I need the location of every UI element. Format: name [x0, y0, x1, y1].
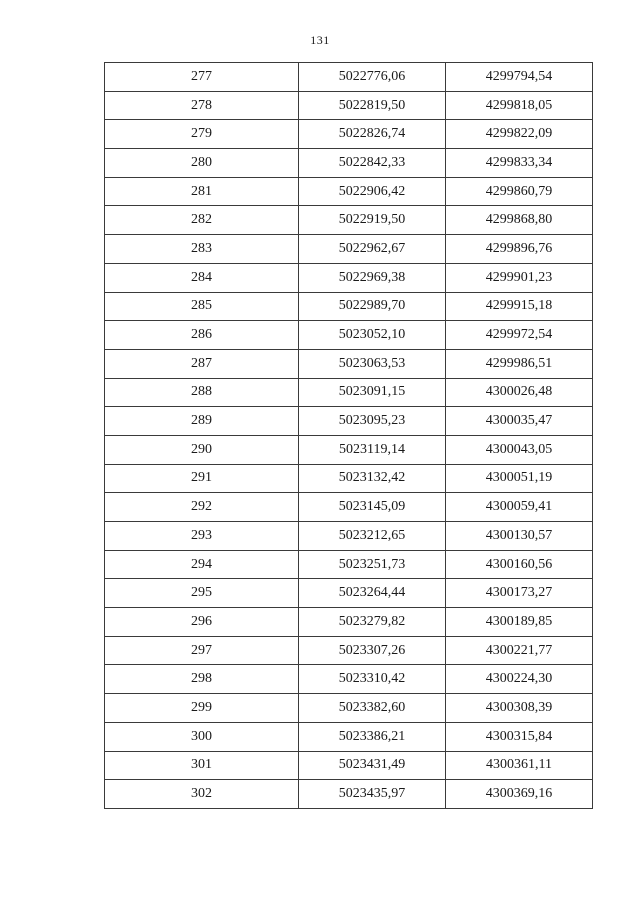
y-coordinate-cell: 4299915,18: [446, 292, 593, 321]
y-coordinate-cell: 4299860,79: [446, 177, 593, 206]
y-coordinate-cell: 4300051,19: [446, 464, 593, 493]
y-coordinate-cell: 4299794,54: [446, 63, 593, 92]
y-coordinate-cell: 4300308,39: [446, 694, 593, 723]
point-number-cell: 279: [105, 120, 299, 149]
x-coordinate-cell: 5023386,21: [299, 722, 446, 751]
table-row: [105, 149, 593, 178]
x-coordinate-cell: 5023382,60: [299, 694, 446, 723]
x-coordinate-cell: 5022826,74: [299, 120, 446, 149]
table-row: [105, 722, 593, 751]
x-coordinate-cell: 5022819,50: [299, 91, 446, 120]
y-coordinate-cell: 4299818,05: [446, 91, 593, 120]
x-coordinate-cell: 5023119,14: [299, 435, 446, 464]
y-coordinate-cell: 4299896,76: [446, 235, 593, 264]
table-row: [105, 206, 593, 235]
x-coordinate-cell: 5023279,82: [299, 608, 446, 637]
y-coordinate-cell: 4299901,23: [446, 263, 593, 292]
point-number-cell: 287: [105, 349, 299, 378]
point-number-cell: 300: [105, 722, 299, 751]
table-row: [105, 550, 593, 579]
y-coordinate-cell: 4300043,05: [446, 435, 593, 464]
point-number-cell: 301: [105, 751, 299, 780]
x-coordinate-cell: 5023307,26: [299, 636, 446, 665]
table-row: [105, 321, 593, 350]
table-row: [105, 522, 593, 551]
table-row: [105, 694, 593, 723]
point-number-cell: 288: [105, 378, 299, 407]
y-coordinate-cell: 4299868,80: [446, 206, 593, 235]
table-row: [105, 780, 593, 809]
y-coordinate-cell: 4300026,48: [446, 378, 593, 407]
table-row: [105, 263, 593, 292]
table-row: [105, 378, 593, 407]
point-number-cell: 277: [105, 63, 299, 92]
y-coordinate-cell: 4300315,84: [446, 722, 593, 751]
table-row: [105, 493, 593, 522]
x-coordinate-cell: 5022919,50: [299, 206, 446, 235]
x-coordinate-cell: 5022989,70: [299, 292, 446, 321]
table-row: [105, 235, 593, 264]
coordinates-table: [104, 62, 593, 809]
point-number-cell: 291: [105, 464, 299, 493]
table-row: [105, 91, 593, 120]
y-coordinate-cell: 4300173,27: [446, 579, 593, 608]
point-number-cell: 285: [105, 292, 299, 321]
table-row: [105, 177, 593, 206]
table-row: [105, 63, 593, 92]
point-number-cell: 278: [105, 91, 299, 120]
point-number-cell: 293: [105, 522, 299, 551]
x-coordinate-cell: 5022842,33: [299, 149, 446, 178]
table-row: [105, 464, 593, 493]
x-coordinate-cell: 5023431,49: [299, 751, 446, 780]
table-row: [105, 751, 593, 780]
table-row: [105, 292, 593, 321]
x-coordinate-cell: 5023264,44: [299, 579, 446, 608]
coordinates-table-body: [105, 63, 593, 809]
point-number-cell: 281: [105, 177, 299, 206]
y-coordinate-cell: 4300035,47: [446, 407, 593, 436]
table-row: [105, 120, 593, 149]
x-coordinate-cell: 5023435,97: [299, 780, 446, 809]
point-number-cell: 298: [105, 665, 299, 694]
y-coordinate-cell: 4299822,09: [446, 120, 593, 149]
table-row: [105, 608, 593, 637]
y-coordinate-cell: 4300189,85: [446, 608, 593, 637]
table-row: [105, 407, 593, 436]
y-coordinate-cell: 4300361,11: [446, 751, 593, 780]
y-coordinate-cell: 4300130,57: [446, 522, 593, 551]
y-coordinate-cell: 4300369,16: [446, 780, 593, 809]
x-coordinate-cell: 5023251,73: [299, 550, 446, 579]
point-number-cell: 302: [105, 780, 299, 809]
table-row: [105, 349, 593, 378]
point-number-cell: 295: [105, 579, 299, 608]
point-number-cell: 284: [105, 263, 299, 292]
table-row: [105, 636, 593, 665]
point-number-cell: 289: [105, 407, 299, 436]
point-number-cell: 290: [105, 435, 299, 464]
y-coordinate-cell: 4300221,77: [446, 636, 593, 665]
y-coordinate-cell: 4300224,30: [446, 665, 593, 694]
point-number-cell: 292: [105, 493, 299, 522]
y-coordinate-cell: 4299972,54: [446, 321, 593, 350]
x-coordinate-cell: 5023091,15: [299, 378, 446, 407]
x-coordinate-cell: 5023145,09: [299, 493, 446, 522]
point-number-cell: 282: [105, 206, 299, 235]
table-row: [105, 665, 593, 694]
x-coordinate-cell: 5022969,38: [299, 263, 446, 292]
point-number-cell: 286: [105, 321, 299, 350]
x-coordinate-cell: 5023052,10: [299, 321, 446, 350]
x-coordinate-cell: 5023212,65: [299, 522, 446, 551]
point-number-cell: 297: [105, 636, 299, 665]
x-coordinate-cell: 5023310,42: [299, 665, 446, 694]
y-coordinate-cell: 4300059,41: [446, 493, 593, 522]
table-row: [105, 579, 593, 608]
page-number: 131: [310, 33, 330, 47]
point-number-cell: 296: [105, 608, 299, 637]
table-row: [105, 435, 593, 464]
y-coordinate-cell: 4299986,51: [446, 349, 593, 378]
point-number-cell: 299: [105, 694, 299, 723]
x-coordinate-cell: 5023095,23: [299, 407, 446, 436]
point-number-cell: 283: [105, 235, 299, 264]
x-coordinate-cell: 5022962,67: [299, 235, 446, 264]
x-coordinate-cell: 5022906,42: [299, 177, 446, 206]
x-coordinate-cell: 5023063,53: [299, 349, 446, 378]
y-coordinate-cell: 4300160,56: [446, 550, 593, 579]
x-coordinate-cell: 5023132,42: [299, 464, 446, 493]
y-coordinate-cell: 4299833,34: [446, 149, 593, 178]
point-number-cell: 280: [105, 149, 299, 178]
x-coordinate-cell: 5022776,06: [299, 63, 446, 92]
point-number-cell: 294: [105, 550, 299, 579]
